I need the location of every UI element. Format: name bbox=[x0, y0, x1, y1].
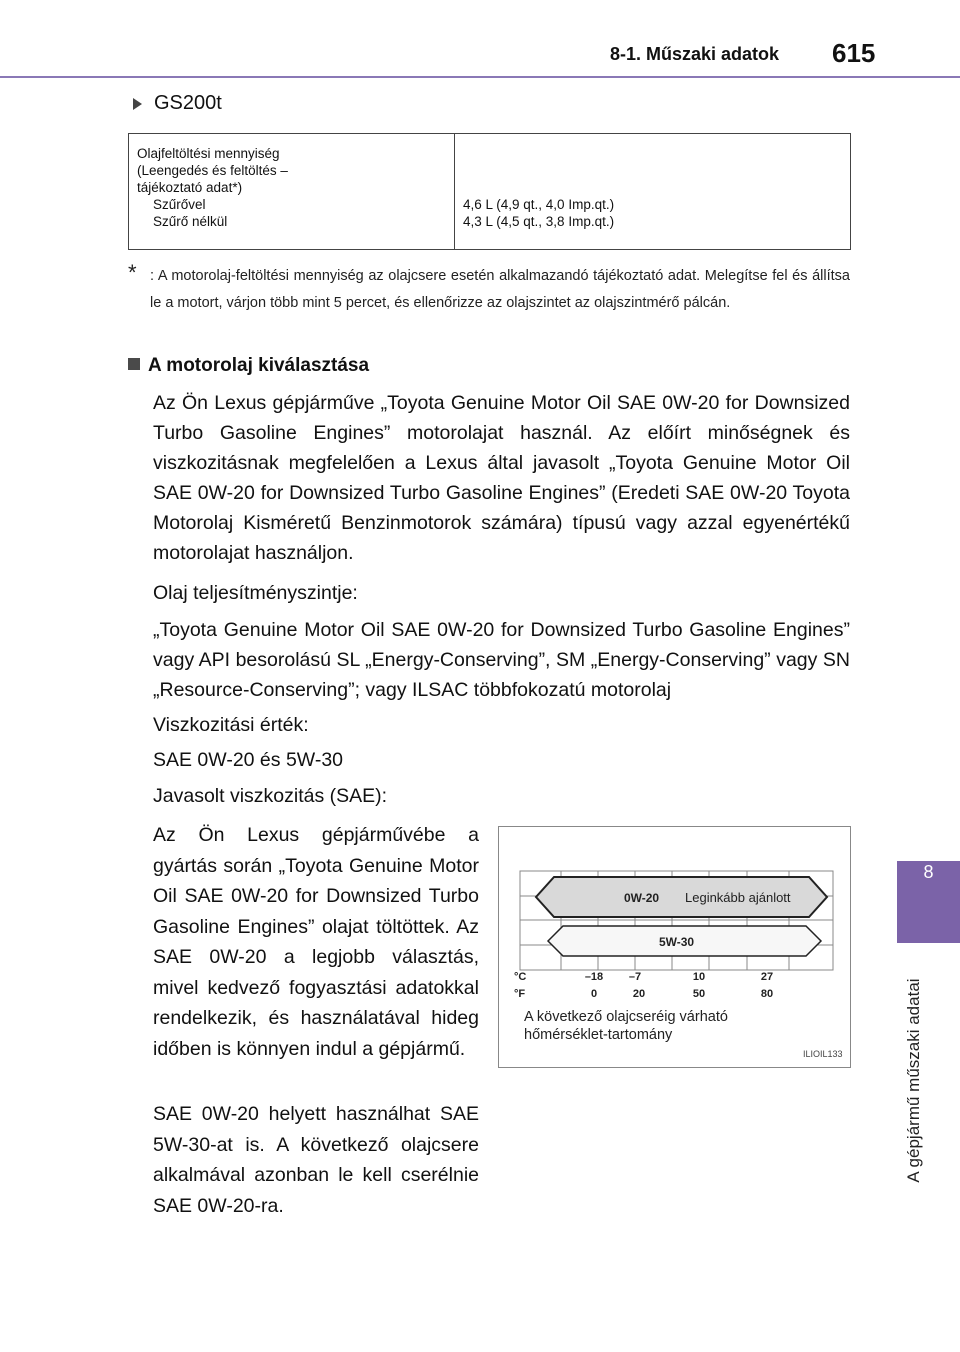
celsius-tick: 10 bbox=[692, 971, 706, 983]
table-label-line: Olajfeltöltési mennyiség bbox=[137, 146, 280, 161]
footnote-marker: * bbox=[128, 260, 137, 285]
square-bullet-icon bbox=[128, 358, 140, 370]
bar-0w20-label: 0W-20 bbox=[624, 891, 660, 905]
section-heading-text: A motorolaj kiválasztása bbox=[148, 355, 370, 376]
model-heading bbox=[133, 92, 222, 115]
performance-label: Olaj teljesítményszintje: bbox=[153, 582, 358, 604]
chapter-number: 8 bbox=[923, 862, 934, 882]
fahrenheit-unit: °F bbox=[514, 988, 526, 1000]
figure-caption bbox=[524, 1008, 728, 1044]
fahrenheit-tick: 50 bbox=[692, 988, 706, 1000]
value-with-filter: 4,6 L (4,9 qt., 4,0 Imp.qt.) bbox=[463, 197, 615, 212]
figure-code: ILIOIL133 bbox=[803, 1049, 843, 1059]
alternative-oil-text: SAE 0W-20 helyett használhat SAE 5W-30-at is. A következő olajcsere alkalmával azonban le kell cserélnie SAE 0W-20-ra. bbox=[153, 1103, 479, 1217]
footnote bbox=[128, 260, 850, 317]
celsius-tick: –7 bbox=[628, 971, 642, 983]
figure-caption-line: A következő olajcseréig várható bbox=[524, 1009, 728, 1025]
celsius-tick: –18 bbox=[584, 971, 604, 983]
figure-caption-line: hőmérséklet-tartomány bbox=[524, 1027, 673, 1043]
table-label-cell bbox=[129, 134, 455, 250]
viscosity-value: SAE 0W-20 és 5W-30 bbox=[153, 749, 344, 771]
celsius-unit: °C bbox=[514, 971, 527, 983]
triangle-bullet-icon bbox=[133, 98, 142, 110]
model-name: GS200t bbox=[154, 92, 222, 114]
bar-0w20-note: Leginkább ajánlott bbox=[685, 890, 791, 905]
table-label-line: tájékoztató adat*) bbox=[137, 180, 243, 195]
celsius-tick: 27 bbox=[760, 971, 774, 983]
page-number: 615 bbox=[832, 38, 876, 68]
value-without-filter: 4,3 L (4,5 qt., 3,8 Imp.qt.) bbox=[463, 214, 615, 229]
oil-description: Az Ön Lexus gépjárműve „Toyota Genuine Motor Oil SAE 0W-20 for Downsized Turbo Gasoline Engines” motorolajat használ. Az előírt minőségnek és viszkozitásnak megfelelően a Lexus által javasolt „Toyota Genuine Motor Oil SAE 0W-20 for Downsized Turbo Gasoline Engines” (Eredeti SAE 0W-20 Toyota Motorolaj Kisméretű Benzinmotorok számára) típusú vagy azzal egyenértékű motorolajat használjon. bbox=[153, 392, 850, 564]
factory-fill-text: Az Ön Lexus gépjárművébe a gyártás során „Toyota Genuine Motor Oil SAE 0W-20 for Downsized Turbo Gasoline Engines” olajat töltöttek. Az SAE 0W-20 a legjobb választás, mivel kedvező fogyasztási adatokkal rendelkezik, és használatával hideg időben is könnyen indul a gépjármű. bbox=[153, 824, 479, 1060]
viscosity-label: Viszkozitási érték: bbox=[153, 714, 309, 736]
table-sub-without-filter: Szűrő nélkül bbox=[153, 214, 228, 229]
fahrenheit-tick: 20 bbox=[632, 988, 646, 1000]
table-sub-with-filter: Szűrővel bbox=[153, 197, 206, 212]
performance-text: „Toyota Genuine Motor Oil SAE 0W-20 for Downsized Turbo Gasoline Engines” vagy API besorolású SL „Energy-Conserving”, SM „Energy-Conserving” vagy SN „Resource-Conserving”; vagy ILSAC többfokozatú motorolaj bbox=[153, 619, 850, 701]
header-divider bbox=[0, 76, 960, 78]
section-title: 8-1. Műszaki adatok bbox=[610, 44, 780, 64]
oil-capacity-table bbox=[128, 133, 851, 250]
section-heading bbox=[128, 355, 369, 377]
chapter-title-vertical bbox=[894, 963, 934, 1198]
recommended-label: Javasolt viszkozitás (SAE): bbox=[153, 785, 388, 807]
chapter-title: A gépjármű műszaki adatai bbox=[904, 978, 923, 1183]
table-label-line: (Leengedés és feltöltés – bbox=[137, 163, 288, 178]
fahrenheit-tick: 0 bbox=[590, 988, 598, 1000]
table-value-cell bbox=[455, 134, 851, 250]
footnote-text: : A motorolaj-feltöltési mennyiség az olajcsere esetén alkalmazandó tájékoztató adat. Melegítse fel és állítsa le a motort, várjon több mint 5 percet, és ellenőrizze az olajszintet az olajszintmérő pálcán. bbox=[150, 268, 850, 311]
bar-5w30-label: 5W-30 bbox=[659, 935, 695, 949]
fahrenheit-tick: 80 bbox=[760, 988, 774, 1000]
